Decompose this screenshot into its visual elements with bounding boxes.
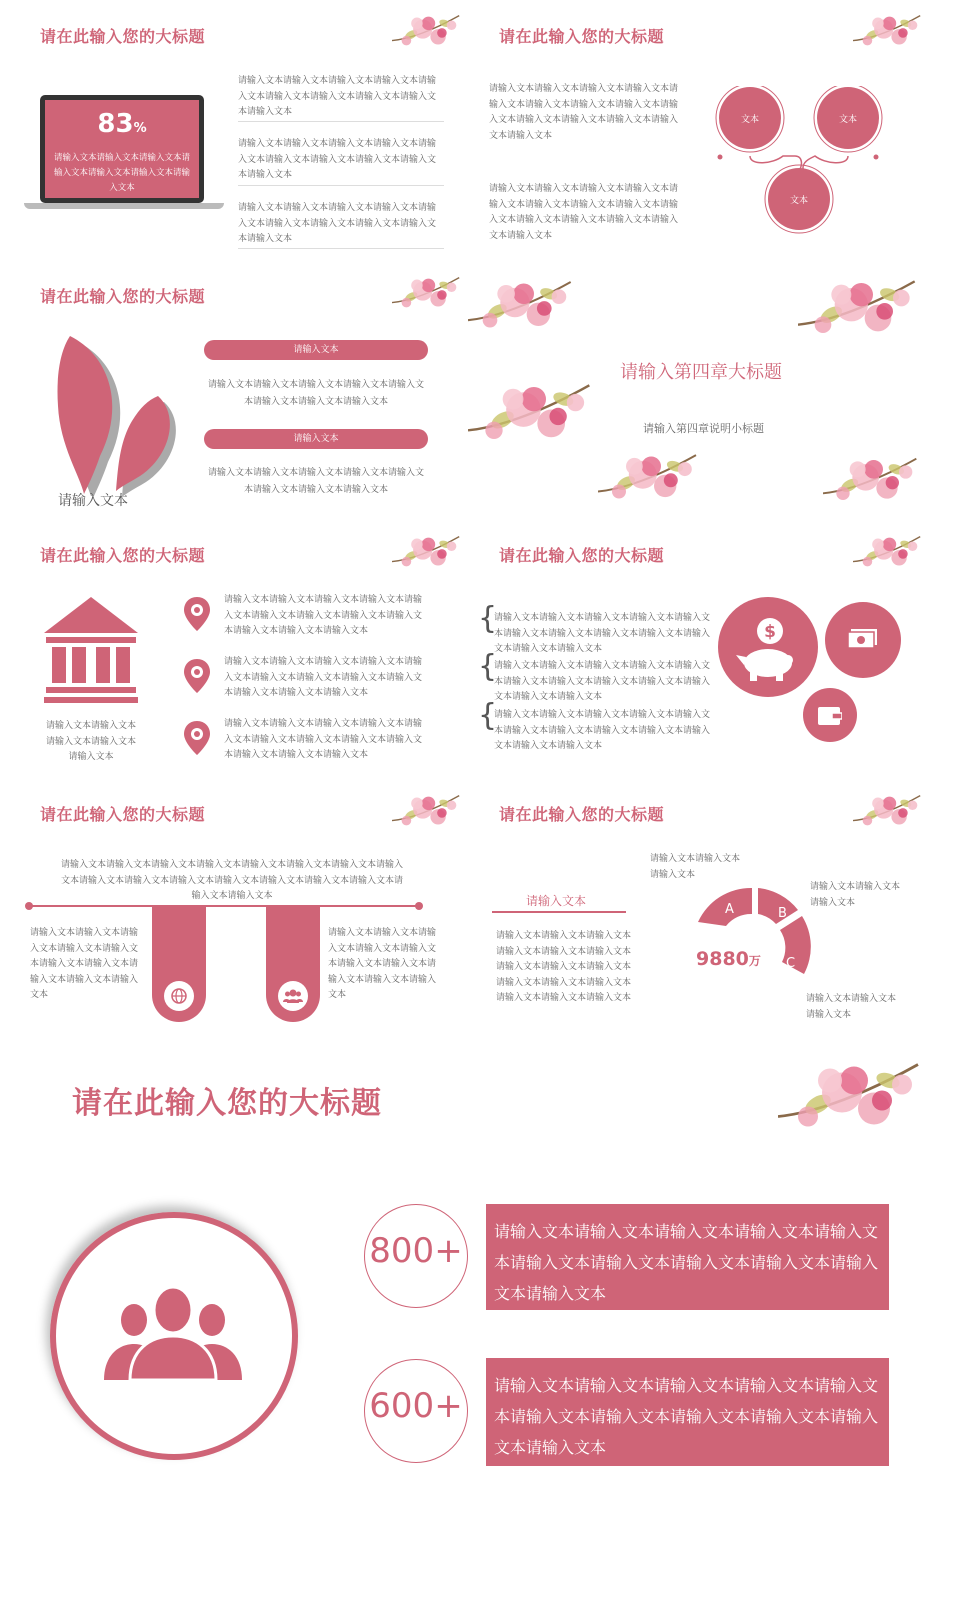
- slide-title: 请在此输入您的大标题: [40, 805, 206, 824]
- item-text-3: 请输入文本请输入文本请输入文本请输入文本请输入文本请输入文本请输入文本请输入文本请输入文本请输入文本请输入文本请输入文本: [224, 719, 423, 760]
- percent-value: 83: [97, 109, 134, 139]
- flower-decoration: [598, 440, 703, 515]
- paragraph-1: 请输入文本请输入文本请输入文本请输入文本请输入文本请输入文本请输入文本请输入文本请输入文本请输入文本: [238, 76, 437, 117]
- location-pin-icon: [184, 659, 210, 693]
- item-text-1: 请输入文本请输入文本请输入文本请输入文本请输入文本请输入文本请输入文本请输入文本请输入文本请输入文本请输入文本请输入文本: [224, 595, 423, 636]
- left-line: 请输入文本请输入文本请输入文本: [496, 962, 632, 972]
- chapter-title: 请输入第四章大标题: [620, 362, 782, 383]
- flower-decoration: [853, 786, 925, 836]
- big-value-number: 9880: [696, 948, 749, 970]
- divider: [238, 185, 444, 186]
- item-text-1: 请输入文本请输入文本请输入文本请输入文本请输入文本请输入文本请输入文本请输入文本: [207, 380, 424, 407]
- location-pin-icon: [184, 721, 210, 755]
- laptop-text: 请输入文本请输入文本请输入文本请输入文本请输入文本请输入文本请输入文本: [53, 153, 190, 193]
- flower-decoration: [823, 440, 920, 520]
- flower-decoration: [853, 527, 925, 577]
- leaf-caption: 请输入文本: [58, 493, 128, 509]
- brace-icon: {: [478, 698, 498, 733]
- flower-decoration: [468, 268, 578, 343]
- cash-icon: [848, 629, 878, 649]
- slide-title: 请在此输入您的大标题: [499, 805, 665, 824]
- circle-label-3: 文本: [789, 196, 808, 206]
- segment-label-b: B: [778, 906, 787, 921]
- slide-title: 请在此输入您的大标题: [40, 546, 206, 565]
- left-line: 请输入文本请输入文本请输入文本: [496, 993, 632, 1003]
- paragraph-2: 请输入文本请输入文本请输入文本请输入文本请输入文本请输入文本请输入文本请输入文本请输入文本请输入文本请输入文本请输入文本请输入文本请输入文本: [489, 184, 679, 241]
- circle-connector: [713, 86, 923, 251]
- brace-icon: {: [478, 649, 498, 684]
- heading-underline: [492, 911, 626, 913]
- stat-text-1: 请输入文本请输入文本请输入文本请输入文本请输入文本请输入文本请输入文本请输入文本请输入文本请输入文本请输入文本: [494, 1222, 879, 1303]
- flower-decoration: [853, 6, 925, 56]
- flower-decoration: [392, 6, 464, 56]
- bank-building-icon: [44, 597, 138, 703]
- item-text-1: 请输入文本请输入文本请输入文本请输入文本请输入文本请输入文本请输入文本请输入文本请输入文本请输入文本请输入文本请输入文本: [494, 613, 711, 654]
- item-text-2: 请输入文本请输入文本请输入文本请输入文本请输入文本请输入文本请输入文本请输入文本: [207, 468, 424, 495]
- flower-decoration: [392, 527, 464, 577]
- group-icon: [278, 981, 308, 1011]
- top-note: 请输入文本请输入文本请输入文本: [650, 854, 741, 880]
- pill-label-1: 请输入文本: [204, 340, 428, 360]
- left-lines: [496, 929, 636, 1007]
- divider: [238, 121, 444, 122]
- stat-value-2: 600+: [369, 1386, 463, 1426]
- slide-7: [0, 786, 470, 1038]
- segment-label-c: C: [786, 956, 796, 971]
- timeline-line: [28, 905, 420, 907]
- flower-decoration: [798, 268, 920, 348]
- flower-decoration: [778, 1044, 928, 1149]
- globe-icon: [164, 981, 194, 1011]
- slide-2: [478, 0, 930, 262]
- item-text-2: 请输入文本请输入文本请输入文本请输入文本请输入文本请输入文本请输入文本请输入文本请输入文本请输入文本请输入文本请输入文本: [224, 657, 423, 698]
- slide-title: 请在此输入您的大标题: [499, 27, 665, 46]
- people-group-icon: [100, 1284, 246, 1380]
- slide-3: [0, 268, 470, 520]
- slide-title: 请在此输入您的大标题: [72, 1086, 382, 1121]
- leaf-icon: [40, 326, 185, 496]
- slide-4: [468, 268, 920, 520]
- segment-ring-chart: [690, 882, 816, 992]
- left-line: 请输入文本请输入文本请输入文本: [496, 931, 632, 941]
- stat-value-1: 800+: [369, 1231, 463, 1271]
- brace-icon: {: [478, 601, 498, 636]
- left-text: 请输入文本请输入文本请输入文本请输入文本请输入文本请输入文本请输入文本请输入文本请输入文本请输入文本: [30, 928, 139, 1000]
- paragraph-1: 请输入文本请输入文本请输入文本请输入文本请输入文本请输入文本请输入文本请输入文本请输入文本请输入文本请输入文本请输入文本请输入文本请输入文本: [489, 84, 679, 141]
- timeline-dot: [25, 902, 33, 910]
- slide-8: [478, 786, 930, 1038]
- paragraph-2: 请输入文本请输入文本请输入文本请输入文本请输入文本请输入文本请输入文本请输入文本请输入文本请输入文本: [238, 139, 437, 180]
- chapter-subtitle: 请输入第四章说明小标题: [643, 422, 764, 435]
- piggy-bank-icon: [736, 617, 800, 683]
- flower-decoration: [392, 268, 464, 318]
- svg-text:$: $: [764, 622, 776, 642]
- divider: [238, 248, 444, 249]
- flower-decoration: [392, 786, 464, 836]
- right-text: 请输入文本请输入文本请输入文本请输入文本请输入文本请输入文本请输入文本请输入文本请输入文本请输入文本: [328, 928, 437, 1000]
- flower-decoration: [468, 368, 598, 458]
- slide-6: [478, 527, 930, 779]
- slide-5: [0, 527, 470, 779]
- slide-title: 请在此输入您的大标题: [40, 27, 206, 46]
- stat-text-2: 请输入文本请输入文本请输入文本请输入文本请输入文本请输入文本请输入文本请输入文本请输入文本请输入文本请输入文本: [494, 1376, 879, 1457]
- circle-label-1: 文本: [740, 115, 759, 125]
- segment-label-a: A: [725, 902, 734, 917]
- item-text-3: 请输入文本请输入文本请输入文本请输入文本请输入文本请输入文本请输入文本请输入文本请输入文本请输入文本请输入文本请输入文本: [494, 710, 711, 751]
- right-note-1: 请输入文本请输入文本请输入文本: [810, 882, 901, 908]
- percent-unit: %: [133, 121, 147, 136]
- pill-label-2: 请输入文本: [204, 429, 428, 449]
- building-caption: 请输入文本请输入文本请输入文本请输入文本请输入文本: [45, 721, 136, 762]
- left-line: 请输入文本请输入文本请输入文本: [496, 946, 632, 957]
- location-pin-icon: [184, 597, 210, 631]
- slide-1: [0, 0, 470, 262]
- right-note-2: 请输入文本请输入文本请输入文本: [806, 994, 897, 1020]
- slide-title: 请在此输入您的大标题: [499, 546, 665, 565]
- circle-label-2: 文本: [838, 115, 857, 125]
- laptop: [24, 95, 224, 213]
- left-line: 请输入文本请输入文本请输入文本: [496, 977, 632, 988]
- big-value-unit: 万: [748, 954, 761, 968]
- timeline-dot: [415, 902, 423, 910]
- big-value: [696, 948, 761, 970]
- slide-9: [0, 1044, 930, 1604]
- top-text: 请输入文本请输入文本请输入文本请输入文本请输入文本请输入文本请输入文本请输入文本请输入文本请输入文本请输入文本请输入文本请输入文本请输入文本请输入文本请输入文本请输入文本: [60, 860, 403, 901]
- wallet-icon: [818, 705, 842, 725]
- paragraph-3: 请输入文本请输入文本请输入文本请输入文本请输入文本请输入文本请输入文本请输入文本请输入文本请输入文本: [238, 203, 437, 244]
- left-heading: 请输入文本: [526, 894, 587, 908]
- item-text-2: 请输入文本请输入文本请输入文本请输入文本请输入文本请输入文本请输入文本请输入文本请输入文本请输入文本请输入文本请输入文本: [494, 661, 711, 702]
- slide-title: 请在此输入您的大标题: [40, 287, 206, 306]
